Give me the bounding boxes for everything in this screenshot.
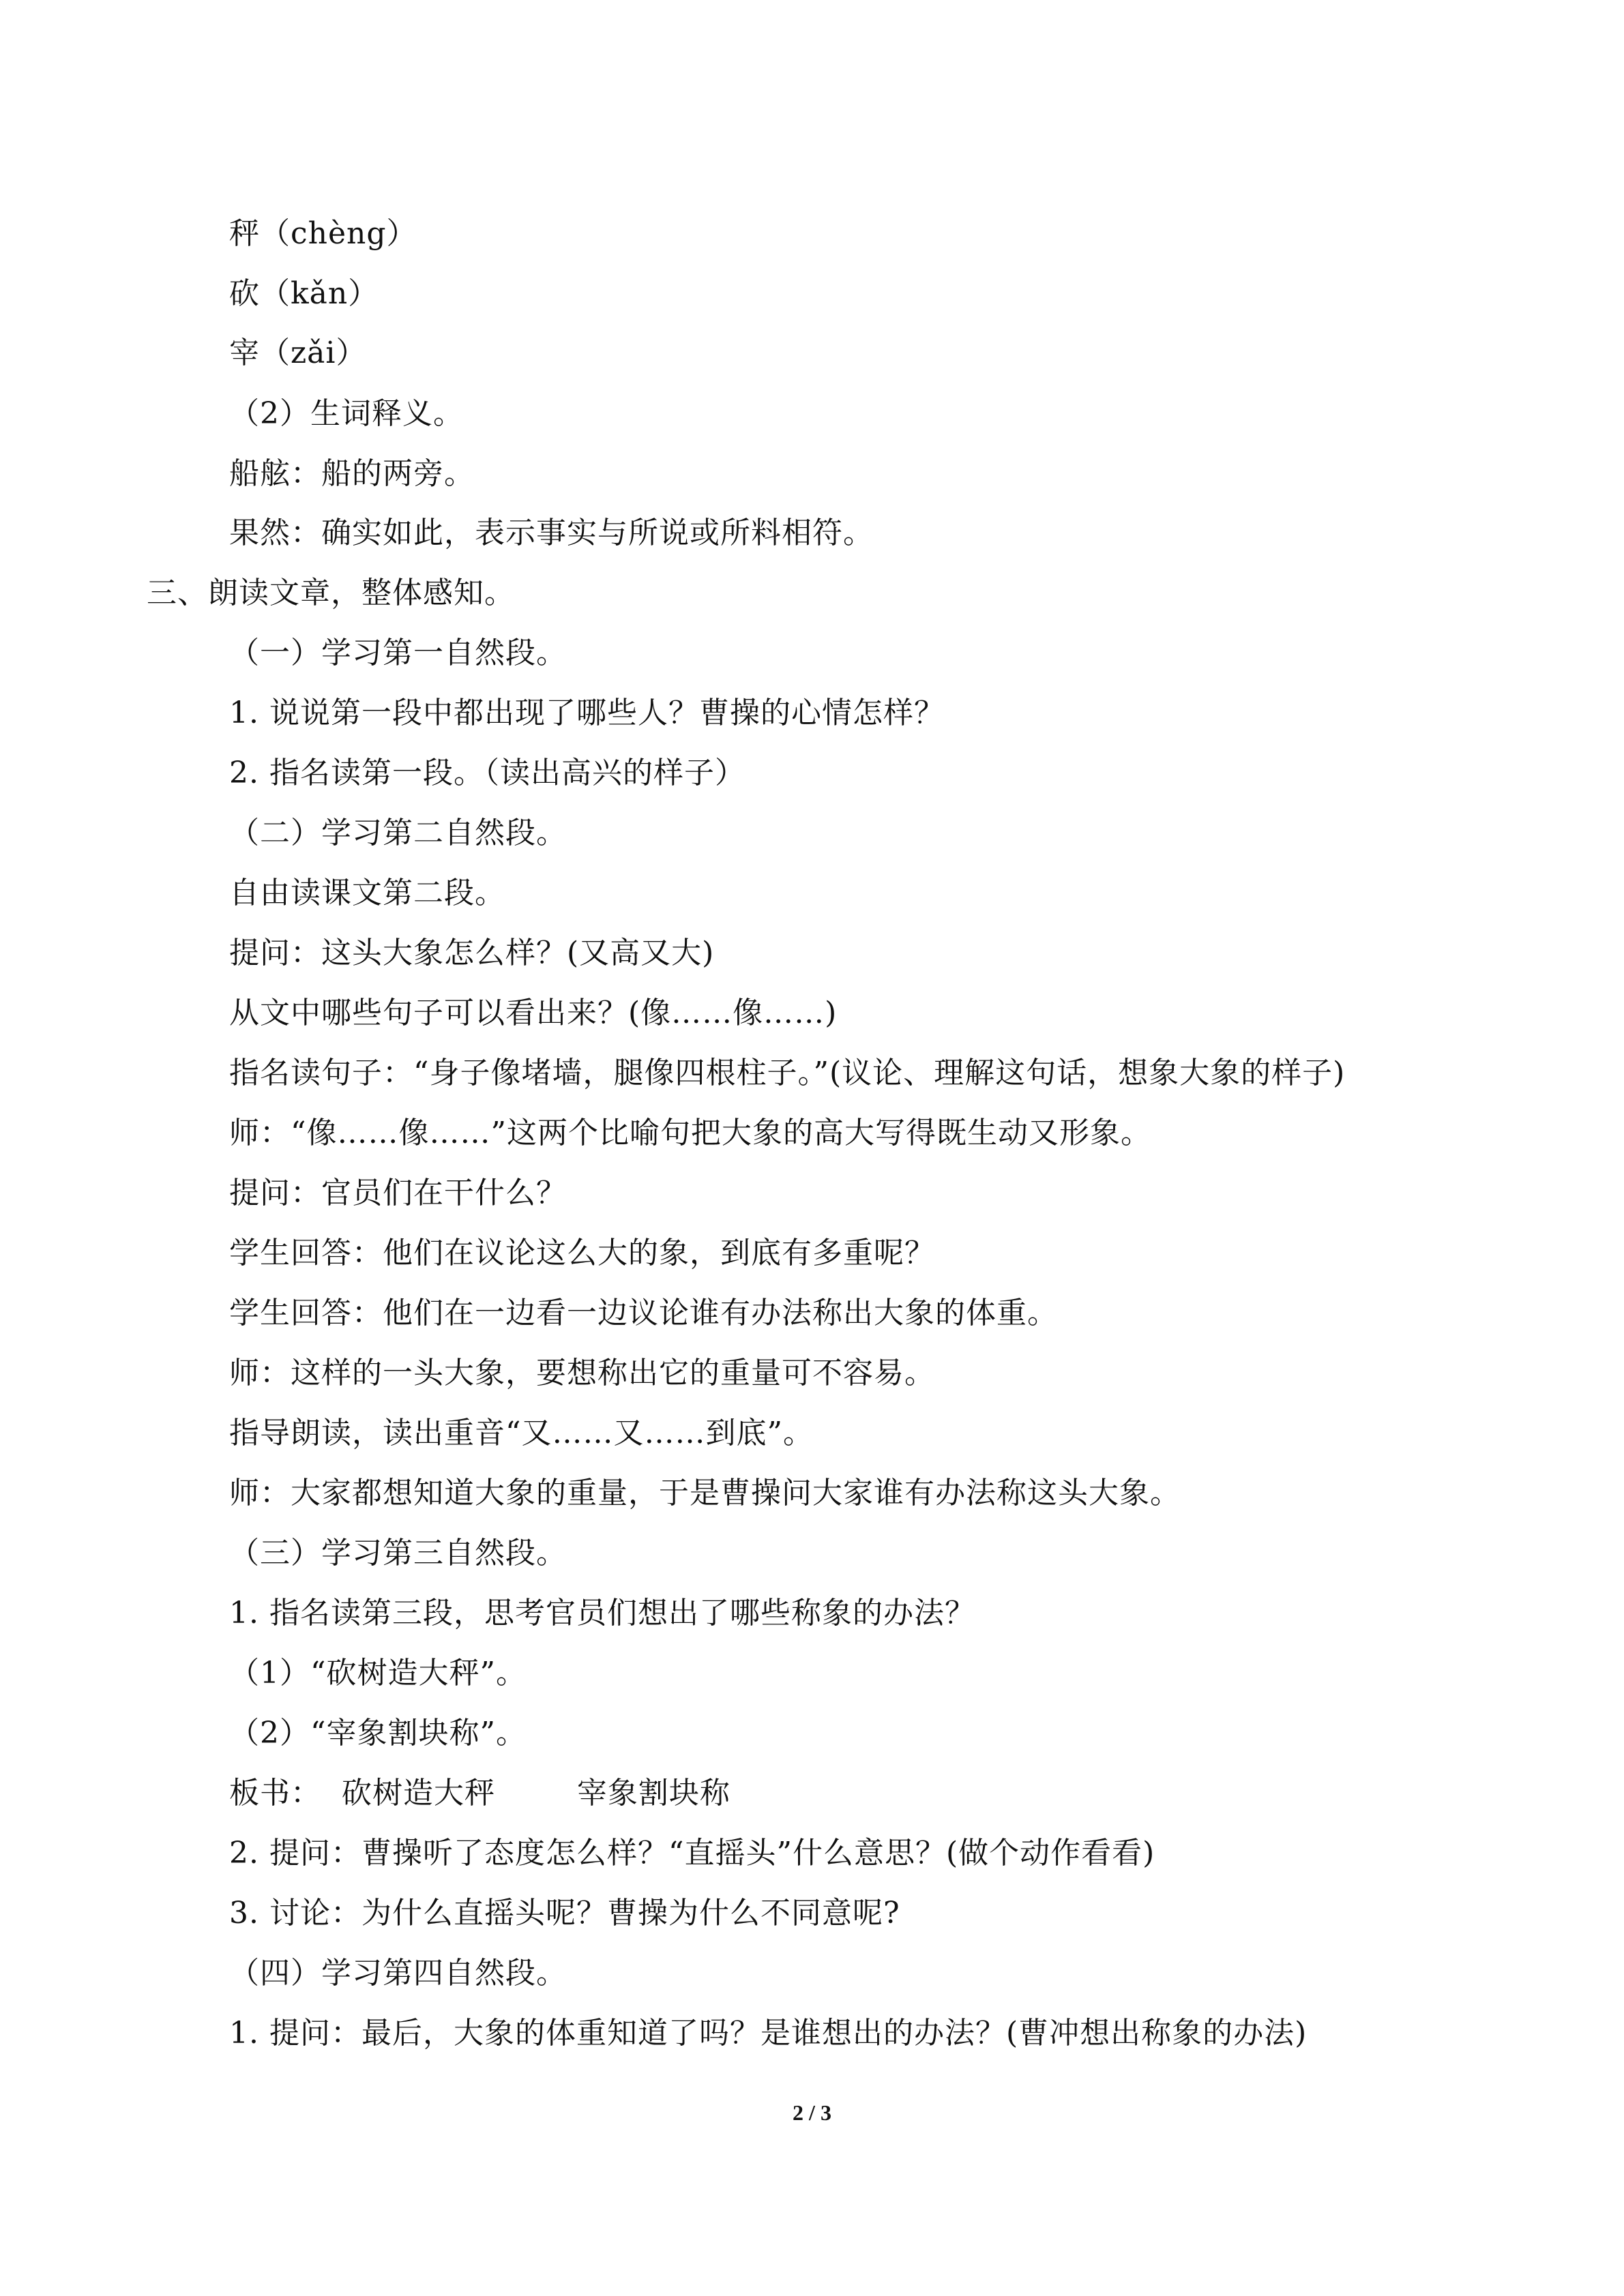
text-line: 秤（chèng） <box>229 216 417 251</box>
text-line: 船舷：船的两旁。 <box>229 456 475 491</box>
text-line: （2）生词释义。 <box>229 396 464 431</box>
section-heading: 三、朗读文章，整体感知。 <box>147 576 515 610</box>
text-line: （2）“宰象割块称”。 <box>229 1716 527 1750</box>
subsection-heading: （三）学习第三自然段。 <box>229 1536 567 1570</box>
text-line: 师：大家都想知道大象的重量，于是曹操问大家谁有办法称这头大象。 <box>229 1476 1181 1510</box>
text-line: 自由读课文第二段。 <box>229 876 505 910</box>
text-line: 指导朗读，读出重音“又……又……到底”。 <box>229 1416 814 1450</box>
text-line: 宰（zǎi） <box>229 336 367 370</box>
text-line: 果然：确实如此，表示事实与所说或所料相符。 <box>229 516 874 550</box>
text-line: （1）“砍树造大秤”。 <box>229 1656 527 1690</box>
page-number: 2 / 3 <box>793 2100 831 2125</box>
blackboard-line: 板书： 砍树造大秤 宰象割块称 <box>229 1776 730 1810</box>
text-line: 2. 提问：曹操听了态度怎么样？“直摇头”什么意思？(做个动作看看) <box>229 1836 1155 1870</box>
subsection-heading: （二）学习第二自然段。 <box>229 816 567 850</box>
text-line: 1. 说说第一段中都出现了哪些人？曹操的心情怎样？ <box>229 696 945 730</box>
text-line: 从文中哪些句子可以看出来？(像……像……) <box>229 996 838 1030</box>
text-line: 1. 指名读第三段，思考官员们想出了哪些称象的办法？ <box>229 1596 975 1630</box>
text-line: 师：这样的一头大象，要想称出它的重量可不容易。 <box>229 1356 935 1390</box>
text-line: 学生回答：他们在一边看一边议论谁有办法称出大象的体重。 <box>229 1296 1058 1330</box>
text-line: 2. 指名读第一段。（读出高兴的样子） <box>229 756 745 790</box>
text-line: 指名读句子：“身子像堵墙，腿像四根柱子。”(议论、理解这句话，想象大象的样子) <box>229 1056 1346 1090</box>
subsection-heading: （一）学习第一自然段。 <box>229 636 567 670</box>
text-line: 学生回答：他们在议论这么大的象，到底有多重呢？ <box>229 1236 935 1270</box>
text-line: 1. 提问：最后，大象的体重知道了吗？是谁想出的办法？(曹冲想出称象的办法) <box>229 2016 1308 2051</box>
text-line: 提问：这头大象怎么样？(又高又大) <box>229 936 715 970</box>
subsection-heading: （四）学习第四自然段。 <box>229 1956 567 1991</box>
text-line: 师：“像……像……”这两个比喻句把大象的高大写得既生动又形象。 <box>229 1116 1151 1150</box>
text-line: 3. 讨论：为什么直摇头呢？曹操为什么不同意呢? <box>229 1896 900 1930</box>
text-line: 提问：官员们在干什么？ <box>229 1176 567 1210</box>
text-line: 砍（kǎn） <box>229 276 379 311</box>
